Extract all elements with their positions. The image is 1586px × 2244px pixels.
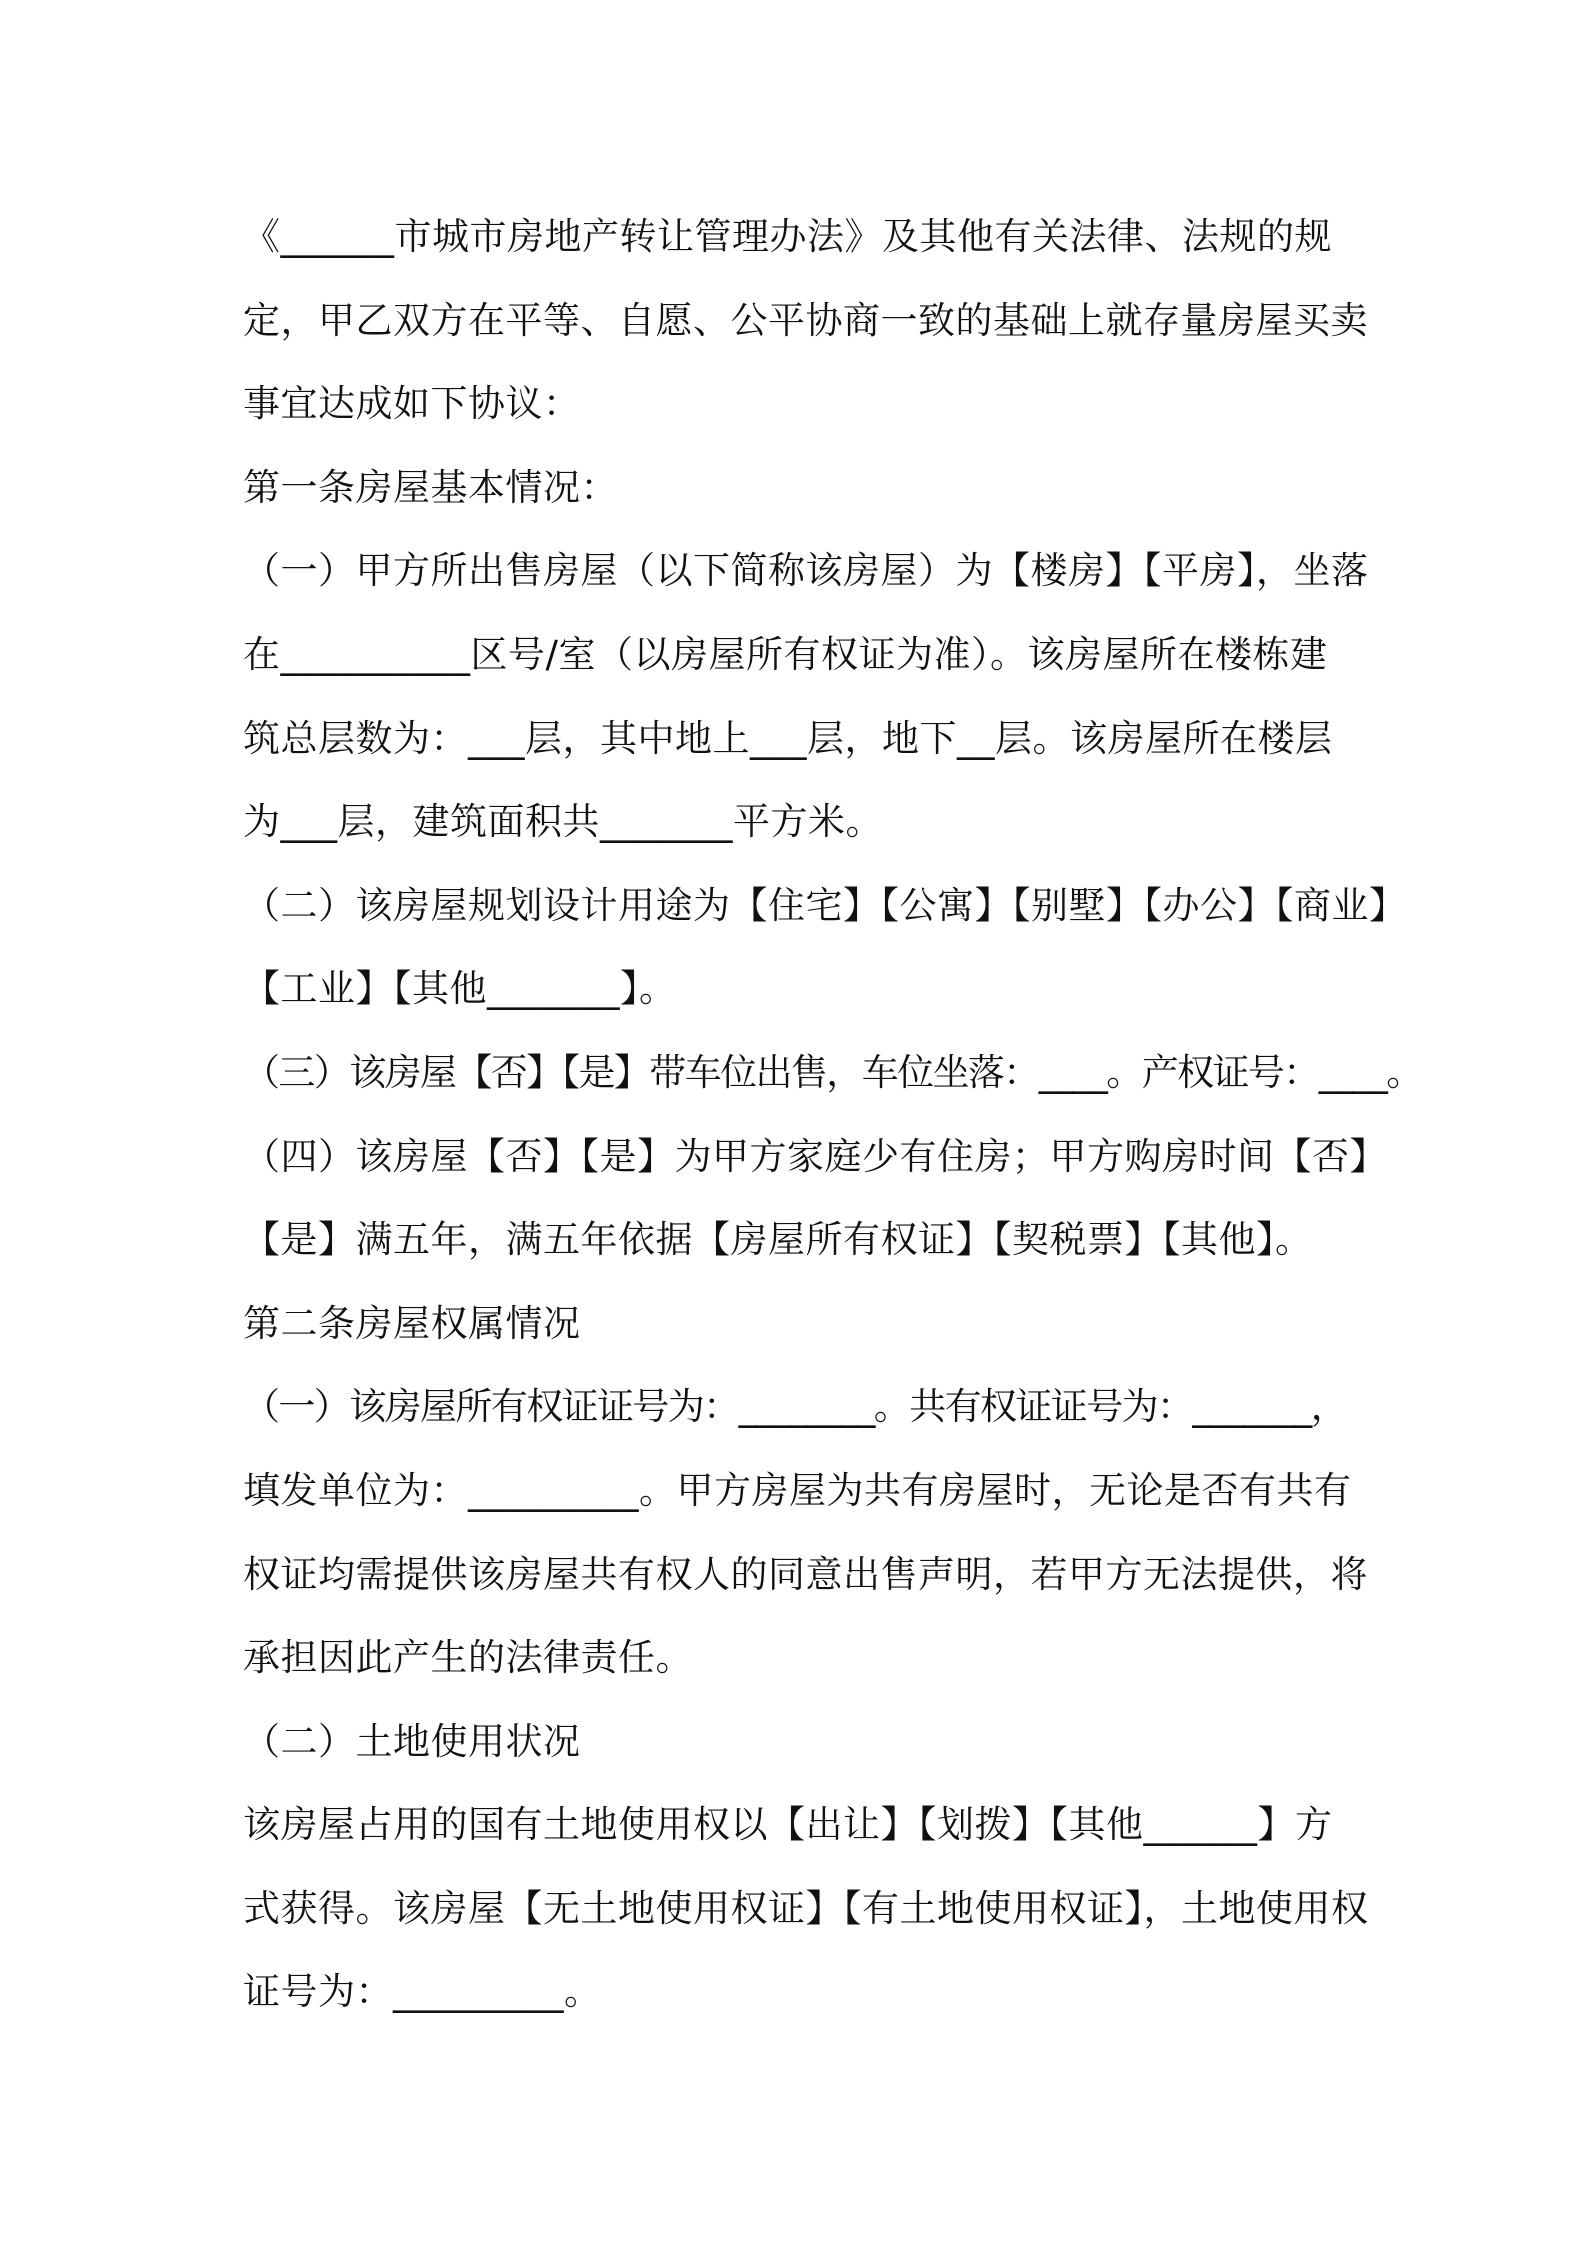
article-heading: 第二条房屋权属情况 bbox=[243, 1301, 581, 1345]
text-line: （二）该房屋规划设计用途为【住宅】【公寓】【别墅】【办公】【商业】 bbox=[243, 883, 1407, 927]
section-heading: （二）土地使用状况 bbox=[243, 1719, 581, 1763]
text-line: 证号为：_________。 bbox=[243, 1970, 602, 2014]
text-line: （三）该房屋【否】【是】带车位出售，车位坐落：____。产权证号：____。 bbox=[243, 1050, 1422, 1094]
text-line: 填发单位为：_________。甲方房屋为共有房屋时，无论是否有共有 bbox=[243, 1468, 1352, 1512]
text-line: 筑总层数为：___层，其中地上___层，地下__层。该房屋所在楼层 bbox=[243, 716, 1333, 760]
text-line: 该房屋占用的国有土地使用权以【出让】【划拨】【其他______】方 bbox=[243, 1803, 1333, 1847]
text-line: 承担因此产生的法律责任。 bbox=[243, 1636, 693, 1680]
text-line: 【工业】【其他_______】。 bbox=[243, 967, 677, 1011]
text-line: 【是】满五年，满五年依据【房屋所有权证】【契税票】【其他】。 bbox=[243, 1218, 1313, 1262]
text-line: 《______市城市房地产转让管理办法》及其他有关法律、法规的规 bbox=[243, 215, 1332, 258]
text-line: （四）该房屋【否】【是】为甲方家庭少有住房；甲方购房时间【否】 bbox=[243, 1134, 1387, 1178]
text-line: （一）甲方所出售房屋（以下简称该房屋）为【楼房】【平房】，坐落 bbox=[243, 549, 1369, 593]
text-line: 式获得。该房屋【无土地使用权证】【有土地使用权证】，土地使用权 bbox=[243, 1886, 1369, 1930]
text-line: 在__________区号/室（以房屋所有权证为准）。该房屋所在楼栋建 bbox=[243, 632, 1328, 676]
text-line: 定，甲乙双方在平等、自愿、公平协商一致的基础上就存量房屋买卖 bbox=[243, 298, 1368, 342]
article-heading: 第一条房屋基本情况： bbox=[243, 465, 618, 509]
text-line: 权证均需提供该房屋共有权人的同意出售声明，若甲方无法提供，将 bbox=[243, 1552, 1368, 1596]
contract-text bbox=[243, 195, 1422, 2034]
text-line: 事宜达成如下协议： bbox=[243, 382, 581, 426]
text-line: 为___层，建筑面积共_______平方米。 bbox=[243, 800, 883, 844]
text-line: （一）该房屋所有权证证号为：________。共有权证证号为：_______， bbox=[243, 1385, 1347, 1429]
